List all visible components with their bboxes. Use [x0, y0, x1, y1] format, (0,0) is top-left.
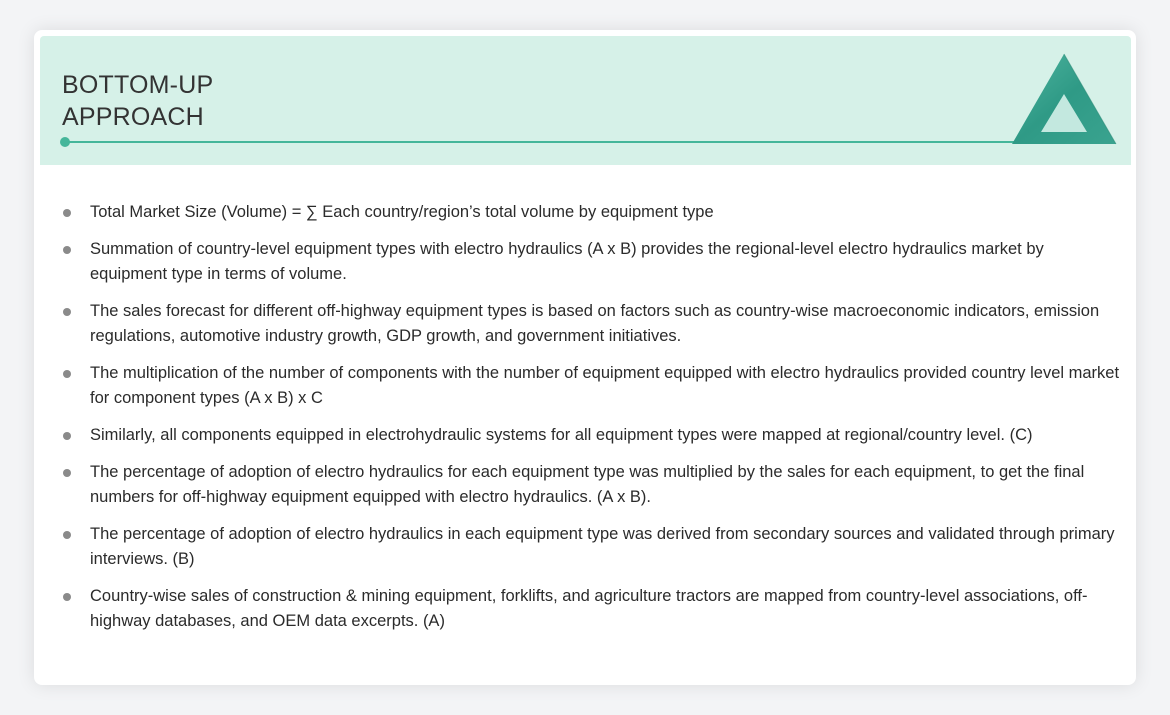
- list-item-text: The percentage of adoption of electro hydraulics for each equipment type was multiplied by the sales for each equipment, to get the final numbers for off-highway equipment equipped with electro hydraulics. (A x B).: [90, 463, 1085, 506]
- list-item-text: Summation of country-level equipment types with electro hydraulics (A x B) provides the regional-level electro hydraulics market by equipment type in terms of volume.: [90, 240, 1044, 283]
- list-item: [60, 522, 1120, 572]
- bullet-dot: [63, 209, 71, 217]
- title-line-2: APPROACH: [62, 103, 204, 131]
- bullet-list: [60, 200, 1120, 646]
- page-title: [62, 69, 213, 133]
- triangle-icon: [1010, 52, 1118, 146]
- list-item: [60, 460, 1120, 510]
- bullet-dot: [63, 370, 71, 378]
- bullet-dot: [63, 593, 71, 601]
- list-item-text: The sales forecast for different off-highway equipment types is based on factors such as country-wise macroeconomic indicators, emission regulations, automotive industry growth, GDP growth, and government initiatives.: [90, 302, 1100, 345]
- list-item: [60, 237, 1120, 287]
- header-rule-dot: [60, 137, 70, 147]
- list-item: [60, 584, 1120, 634]
- list-item-text: Similarly, all components equipped in electrohydraulic systems for all equipment types were mapped at regional/country level. (C): [90, 426, 1033, 444]
- bullet-dot: [63, 469, 71, 477]
- card-header: [40, 36, 1131, 165]
- bullet-dot: [63, 308, 71, 316]
- bullet-dot: [63, 531, 71, 539]
- approach-card: [34, 30, 1136, 685]
- header-rule: [65, 141, 1015, 143]
- list-item: [60, 299, 1120, 349]
- list-item-text: The multiplication of the number of components with the number of equipment equipped with electro hydraulics provided country level market for component types (A x B) x C: [90, 364, 1120, 407]
- bullet-dot: [63, 246, 71, 254]
- list-item-text: Country-wise sales of construction & mining equipment, forklifts, and agriculture tractors are mapped from country-level associations, off-highway databases, and OEM data excerpts. (A): [90, 587, 1088, 630]
- list-item-text: The percentage of adoption of electro hydraulics in each equipment type was derived from secondary sources and validated through primary interviews. (B): [90, 525, 1115, 568]
- list-item: [60, 361, 1120, 411]
- list-item: [60, 200, 1120, 225]
- list-item: [60, 423, 1120, 448]
- title-line-1: BOTTOM-UP: [62, 71, 214, 99]
- list-item-text: Total Market Size (Volume) = ∑ Each country/region’s total volume by equipment type: [90, 203, 714, 221]
- bullet-dot: [63, 432, 71, 440]
